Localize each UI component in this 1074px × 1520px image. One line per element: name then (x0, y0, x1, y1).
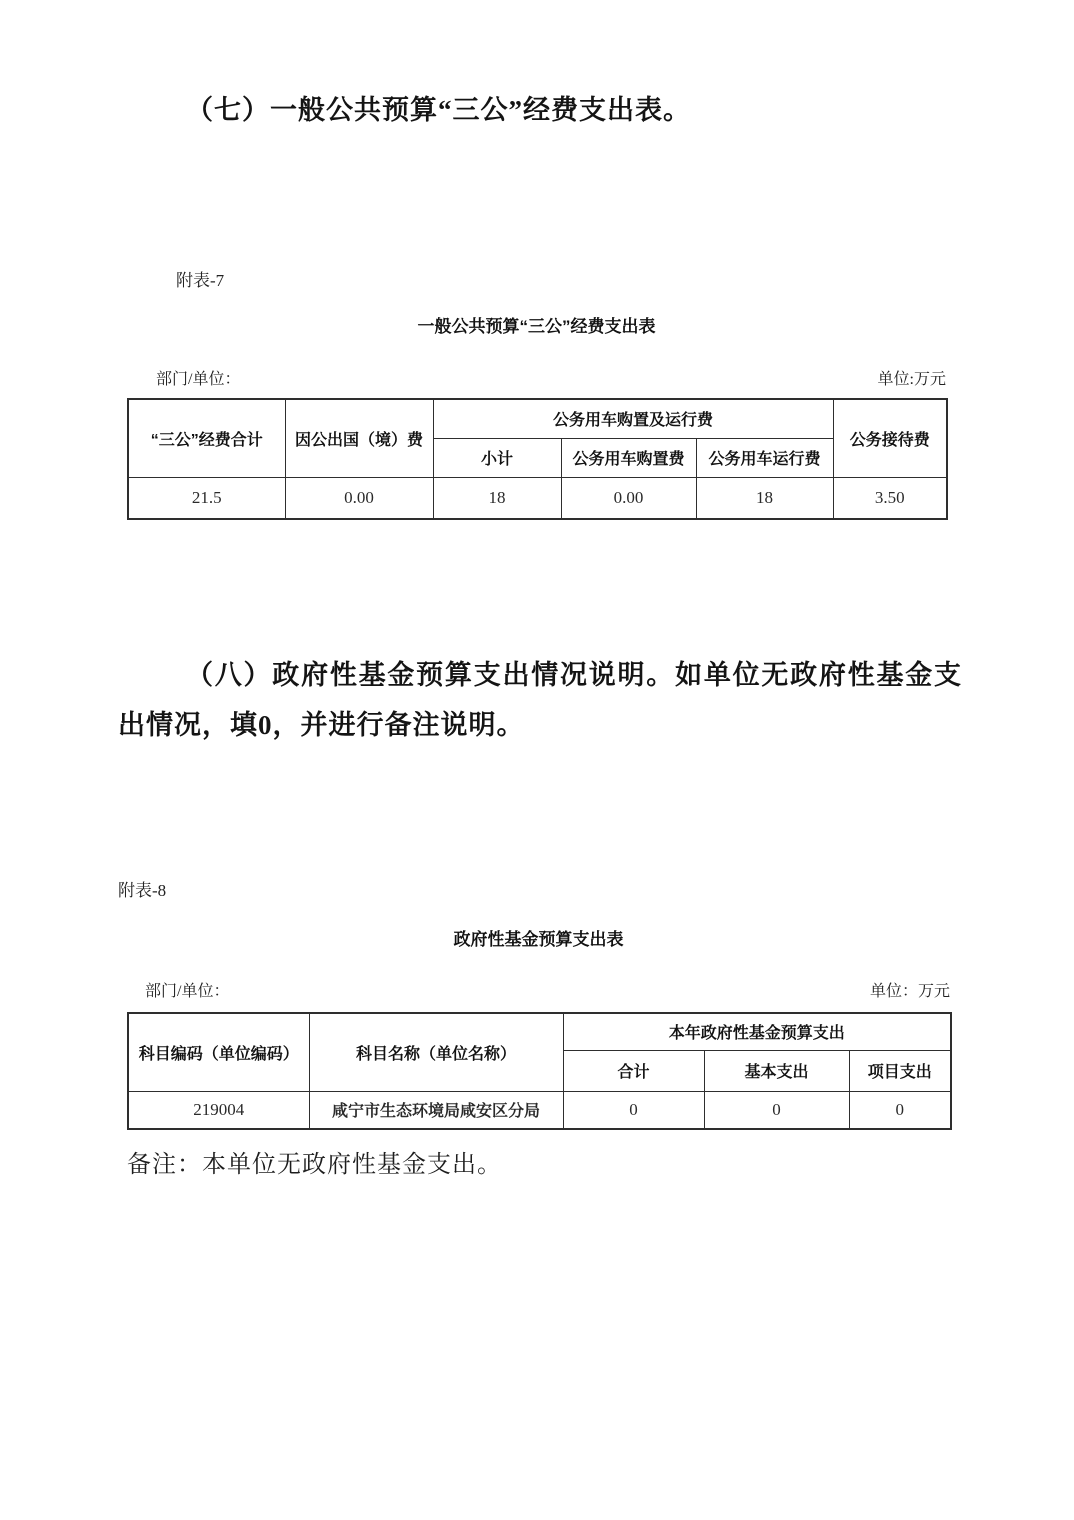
cell-sangong-total: 21.5 (128, 477, 285, 519)
col-header-sangong-total: “三公”经费合计 (128, 399, 285, 477)
cell-vehicle-purchase: 0.00 (561, 477, 696, 519)
sangong-table (127, 398, 948, 520)
col-header-year-fund-group: 本年政府性基金预算支出 (563, 1013, 951, 1050)
col-header-vehicle-group: 公务用车购置及运行费 (433, 399, 833, 438)
fund-note: 备注：本单位无政府性基金支出。 (127, 1152, 502, 1178)
table1-meta-row (127, 366, 946, 389)
col-header-subject-code: 科目编码（单位编码） (128, 1013, 309, 1091)
table1-title: 一般公共预算“三公”经费支出表 (417, 317, 656, 336)
sangong-table-wrapper (127, 398, 946, 520)
cell-reception: 3.50 (833, 477, 947, 519)
fund-header-row-1 (128, 1013, 951, 1050)
cell-fund-total: 0 (563, 1091, 704, 1129)
col-header-fund-basic: 基本支出 (704, 1050, 849, 1091)
col-header-subject-name: 科目名称（单位名称） (309, 1013, 563, 1091)
section8-heading: （八）政府性基金预算支出情况说明。如单位无政府性基金支出情况，填0，并进行备注说明。 (118, 660, 962, 740)
appendix-label-7: 附表-7 (176, 271, 225, 290)
col-header-abroad: 因公出国（境）费 (285, 399, 433, 477)
col-header-vehicle-subtotal: 小计 (433, 438, 561, 477)
col-header-fund-total: 合计 (563, 1050, 704, 1091)
table2-title: 政府性基金预算支出表 (453, 930, 624, 949)
fund-data-row (128, 1091, 951, 1129)
table2-dept-label: 部门/单位： (145, 983, 230, 1000)
col-header-reception: 公务接待费 (833, 399, 947, 477)
col-header-vehicle-purchase: 公务用车购置费 (561, 438, 696, 477)
table1-unit-label: 单位:万元 (877, 371, 946, 388)
cell-abroad: 0.00 (285, 477, 433, 519)
table1-dept-label: 部门/单位： (156, 371, 241, 388)
cell-vehicle-subtotal: 18 (433, 477, 561, 519)
cell-subject-name: 咸宁市生态环境局咸安区分局 (309, 1091, 563, 1129)
fund-table (127, 1012, 952, 1130)
cell-fund-project: 0 (849, 1091, 951, 1129)
appendix-label-8: 附表-8 (118, 881, 167, 900)
cell-subject-code: 219004 (128, 1091, 309, 1129)
fund-table-wrapper (127, 1012, 950, 1130)
cell-fund-basic: 0 (704, 1091, 849, 1129)
sangong-data-row (128, 477, 947, 519)
sangong-header-row-1 (128, 399, 947, 438)
cell-vehicle-operation: 18 (696, 477, 833, 519)
col-header-vehicle-operation: 公务用车运行费 (696, 438, 833, 477)
section7-heading: （七）一般公共预算“三公”经费支出表。 (186, 95, 691, 125)
table2-unit-label: 单位：万元 (869, 983, 950, 1000)
table2-meta-row (127, 978, 950, 1001)
col-header-fund-project: 项目支出 (849, 1050, 951, 1091)
